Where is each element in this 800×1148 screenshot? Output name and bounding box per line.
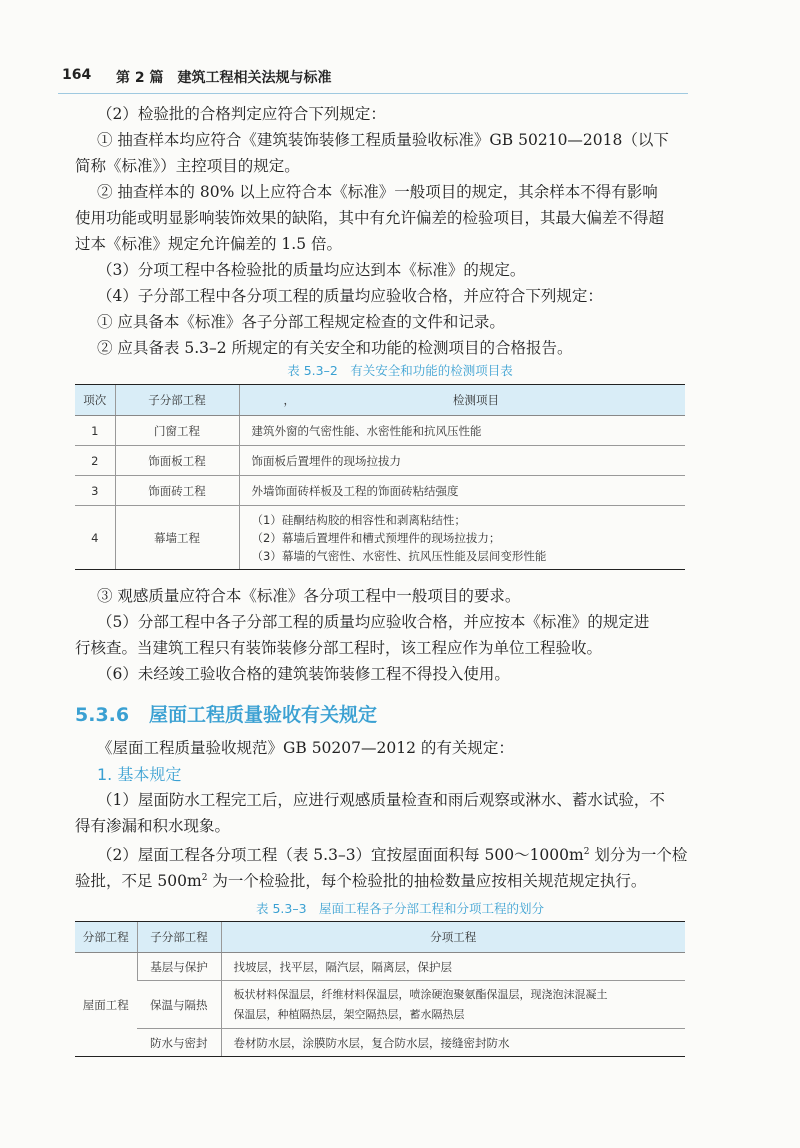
table-row: 1 门窗工程 建筑外窗的气密性能、水密性能和抗风压性能 [75,416,685,446]
table1-header: ， 检测项目 [239,385,685,416]
paragraph-line: （4）子分部工程中各分项工程的质量均应验收合格，并应符合下列规定： [97,287,603,305]
table-row: 4 幕墙工程 （1）硅酮结构胶的相容性和剥离粘结性； （2）幕墙后置埋件和槽式预埋件的现场拉拔力； （3）幕墙的气密性、水密性、抗风压性能及层间变形性能 [75,506,685,570]
division-cell: 屋面工程 [75,953,137,1057]
paragraph-line: （2）屋面工程各分项工程（表 5.3–3）宜按屋面面积每 $500\sim 1000m^2$ 划分为一个检 [97,846,688,865]
table-row: 保温与隔热 板状材料保温层，纤维材料保温层，喷涂硬泡聚氨酯保温层，现浇泡沫混凝土 保温层，种植隔热层，架空隔热层，蓄水隔热层 [75,981,685,1029]
table2-header: 子分部工程 [137,922,221,953]
page-header [58,60,688,94]
page-number: 164 [62,67,92,83]
paragraph-line: （5）分部工程中各子分部工程的质量均应验收合格，并应按本《标准》的规定进 [97,613,650,631]
paragraph-line: 行核查。当建筑工程只有装饰装修分部工程时，该工程应作为单位工程验收。 [75,639,603,657]
table2 [75,921,685,1057]
table1-header: 子分部工程 [115,385,239,416]
chapter-title: 第 2 篇 建筑工程相关法规与标准 [116,70,332,86]
paragraph-line: 使用功能或明显影响装饰效果的缺陷，其中有允许偏差的检验项目，其最大偏差不得超 [75,209,665,227]
table1-header: 项次 [75,385,115,416]
intro-line: 《屋面工程质量验收规范》GB 50207—2012 的有关规定： [97,739,514,757]
table2-header: 分部工程 [75,922,137,953]
paragraph-line: ③ 观感质量应符合本《标准》各分项工程中一般项目的要求。 [97,587,521,605]
table-row: 防水与密封 卷材防水层，涂膜防水层，复合防水层，接缝密封防水 [75,1029,685,1057]
table1 [75,384,685,570]
paragraph-line: 得有渗漏和积水现象。 [75,817,231,835]
paragraph-line: （6）未经竣工验收合格的建筑装饰装修工程不得投入使用。 [97,665,510,683]
table-row: 2 饰面板工程 饰面板后置埋件的现场拉拔力 [75,446,685,476]
table-row: 3 饰面砖工程 外墙饰面砖样板及工程的饰面砖粘结强度 [75,476,685,506]
table1-caption: 表 5.3–2 有关安全和功能的检测项目表 [287,363,513,378]
paragraph-line: （3）分项工程中各检验批的质量均应达到本《标准》的规定。 [97,261,526,279]
paragraph-line: ① 应具备本《标准》各子分部工程规定检查的文件和记录。 [97,313,505,331]
paragraph-line: 过本《标准》规定允许偏差的 1.5 倍。 [75,235,343,253]
paragraph-line: ② 抽查样本的 80% 以上应符合本《标准》一般项目的规定，其余样本不得有影响 [97,183,658,201]
header-mark: ， [283,393,295,407]
subsection-heading: 1. 基本规定 [97,765,182,784]
paragraph-line: ② 应具备表 5.3–2 所规定的有关安全和功能的检测项目的合格报告。 [97,339,573,357]
header-rule [58,93,688,94]
paragraph-line: ① 抽查样本均应符合《建筑装饰装修工程质量验收标准》GB 50210—2018（以下 [97,131,669,149]
paragraph-line: （2）检验批的合格判定应符合下列规定： [97,105,386,123]
table2-caption: 表 5.3–3 屋面工程各子分部工程和分项工程的划分 [255,901,545,916]
paragraph-line: （1）屋面防水工程完工后，应进行观感质量检查和雨后观察或淋水、蓄水试验，不 [97,791,665,809]
table2-header: 分项工程 [221,922,685,953]
table-row: 屋面工程 基层与保护 找坡层，找平层，隔汽层，隔离层，保护层 [75,953,685,981]
section-heading: 5.3.6 屋面工程质量验收有关规定 [75,704,377,726]
paragraph-line: 验批，不足 $500m^2$ 为一个检验批，每个检验批的抽检数量应按相关规范规定执行。 [75,872,647,891]
paragraph-line: 简称《标准》）主控项目的规定。 [75,157,300,175]
